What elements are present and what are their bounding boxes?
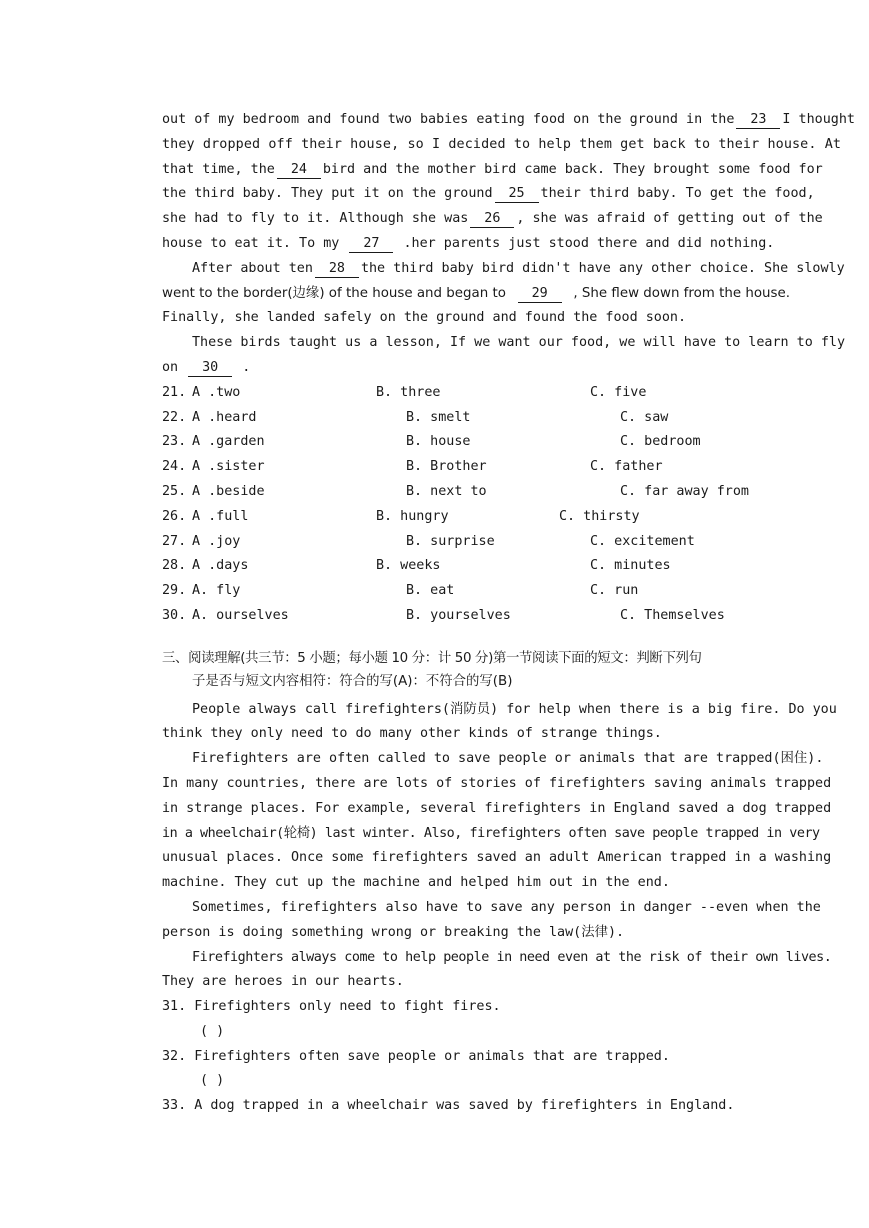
option-a: A .joy <box>192 533 241 549</box>
question-text: Firefighters only need to fight fires. <box>194 999 501 1015</box>
passage-line <box>162 207 823 232</box>
option-b: B. yourselves <box>406 607 511 623</box>
cloze-blank: 26 <box>470 210 514 228</box>
passage-line <box>162 356 790 381</box>
question-row <box>162 554 790 579</box>
text-segment: , She flew down from the house. <box>573 285 790 301</box>
passage-line <box>162 306 790 331</box>
question-number: 27. <box>162 533 187 549</box>
judgement-item <box>162 1094 790 1119</box>
passage-line: person is doing something wrong or breaking the law(法律). <box>162 924 625 940</box>
document-page <box>162 108 855 1119</box>
answer-paren[interactable]: ( ) <box>200 1073 225 1089</box>
option-a: A .garden <box>192 434 265 450</box>
text-segment: on <box>162 359 179 375</box>
option-b: B. three <box>376 384 441 400</box>
text-segment: out of my bedroom and found two babies eating food on the ground in the <box>162 112 735 127</box>
question-row <box>162 530 790 555</box>
cloze-blank: 25 <box>495 185 539 203</box>
text-segment: , she was afraid of getting out of the <box>516 211 823 227</box>
judgement-item <box>162 995 790 1020</box>
option-c: C. saw <box>620 409 669 425</box>
question-number: 28. <box>162 558 187 574</box>
question-number: 33. <box>162 1098 187 1114</box>
option-c: C. bedroom <box>620 434 701 450</box>
option-c: C. father <box>590 459 663 475</box>
text-segment: she had to fly to it. Although she was <box>162 211 469 227</box>
question-number: 21. <box>162 384 187 400</box>
passage-line <box>162 282 790 307</box>
option-c: C. thirsty <box>559 508 640 524</box>
option-b: B. weeks <box>376 558 441 574</box>
cloze-blank: 28 <box>315 260 359 278</box>
question-number: 29. <box>162 583 187 599</box>
option-a: A .heard <box>192 409 257 425</box>
passage-line: unusual places. Once some firefighters saved an adult American trapped in a washing <box>162 850 832 866</box>
passage-line <box>162 257 845 282</box>
cloze-blank: 27 <box>349 235 393 253</box>
cloze-blank: 23 <box>736 111 780 129</box>
option-c: C. far away from <box>620 483 749 499</box>
question-number: 32. <box>162 1048 187 1064</box>
question-row <box>162 505 790 530</box>
passage-line: think they only need to do many other kinds of strange things. <box>162 726 662 742</box>
judgement-item <box>162 1045 790 1070</box>
question-number: 25. <box>162 483 187 499</box>
question-number: 23. <box>162 434 187 450</box>
passage-line: Sometimes, firefighters also have to save any person in danger --even when the <box>192 899 821 915</box>
passage-line <box>162 331 846 356</box>
option-b: B. next to <box>406 483 487 499</box>
text-segment: that time, the <box>162 161 275 177</box>
question-row <box>162 381 790 406</box>
text-segment: I thought <box>782 112 855 127</box>
text-segment: they dropped off their house, so I decided to help them get back to their house. At <box>162 136 842 152</box>
option-a: A .full <box>192 508 249 524</box>
option-a: A .two <box>192 384 241 400</box>
text-segment: house to eat it. To my <box>162 235 340 251</box>
passage-line <box>162 133 842 158</box>
passage-line <box>162 182 815 207</box>
option-b: B. smelt <box>406 409 471 425</box>
question-text: A dog trapped in a wheelchair was saved by firefighters in England. <box>194 1098 735 1114</box>
option-b: B. house <box>406 434 471 450</box>
answer-paren[interactable]: ( ) <box>200 1023 225 1039</box>
text-segment: bird and the mother bird came back. They brought some food for <box>322 161 823 177</box>
question-row <box>162 430 790 455</box>
passage-line <box>162 108 855 133</box>
question-row <box>162 455 790 480</box>
text-segment: the third baby. They put it on the ground <box>162 186 493 202</box>
option-b: B. eat <box>406 583 455 599</box>
question-text: Firefighters often save people or animals that are trapped. <box>194 1048 670 1064</box>
option-c: C. five <box>590 384 647 400</box>
section-heading-cont: 子是否与短文内容相符：符合的写(A)：不符合的写(B) <box>192 673 513 689</box>
question-row <box>162 604 790 629</box>
passage-line: They are heroes in our hearts. <box>162 974 404 990</box>
passage-line: Firefighters are often called to save people or animals that are trapped(困住). <box>192 751 824 767</box>
question-row <box>162 480 790 505</box>
text-segment: the third baby bird didn't have any other choice. She slowly <box>360 260 845 276</box>
option-a: A .days <box>192 558 249 574</box>
cloze-blank: 29 <box>518 285 562 303</box>
option-a: A .sister <box>192 459 265 475</box>
option-b: B. Brother <box>406 459 487 475</box>
text-segment: Finally, she landed safely on the ground and found the food soon. <box>162 310 687 326</box>
passage-line: machine. They cut up the machine and helped him out in the end. <box>162 875 670 891</box>
question-row <box>162 579 790 604</box>
option-c: C. excitement <box>590 533 695 549</box>
option-a: A. ourselves <box>192 607 289 623</box>
text-segment: went to the border(边缘) of the house and began to <box>162 285 506 301</box>
question-number: 26. <box>162 508 187 524</box>
option-c: C. minutes <box>590 558 671 574</box>
option-b: B. surprise <box>406 533 495 549</box>
section-heading: 三、阅读理解(共三节：5 小题；每小题 10 分：计 50 分)第一节阅读下面的短文：判断下列句 <box>162 650 702 666</box>
option-c: C. Themselves <box>620 607 725 623</box>
text-segment: .her parents just stood there and did nothing. <box>403 235 775 251</box>
text-segment: their third baby. To get the food, <box>540 186 815 202</box>
text-segment: These birds taught us a lesson, If we want our food, we will have to learn to fly <box>192 335 846 351</box>
passage-line: People always call firefighters(消防员) for help when there is a big fire. Do you <box>192 701 837 717</box>
question-row <box>162 406 790 431</box>
cloze-blank: 24 <box>277 161 321 179</box>
question-number: 22. <box>162 409 187 425</box>
passage-line <box>162 232 790 257</box>
cloze-blank: 30 <box>188 359 232 377</box>
option-b: B. hungry <box>376 508 449 524</box>
passage-line <box>162 158 823 183</box>
question-number: 31. <box>162 999 187 1015</box>
question-number: 30. <box>162 607 187 623</box>
text-segment: . <box>242 359 251 375</box>
passage-line: in strange places. For example, several firefighters in England saved a dog trapped <box>162 800 832 816</box>
option-a: A. fly <box>192 583 241 599</box>
text-segment: After about ten <box>192 260 313 276</box>
passage-line: In many countries, there are lots of stories of firefighters saving animals trapped <box>162 775 832 791</box>
passage-line: Firefighters always come to help people in need even at the risk of their own lives. <box>192 949 832 965</box>
option-a: A .beside <box>192 483 265 499</box>
option-c: C. run <box>590 583 639 599</box>
question-number: 24. <box>162 459 187 475</box>
passage-line: in a wheelchair(轮椅) last winter. Also, firefighters often save people trapped in very <box>162 825 820 841</box>
